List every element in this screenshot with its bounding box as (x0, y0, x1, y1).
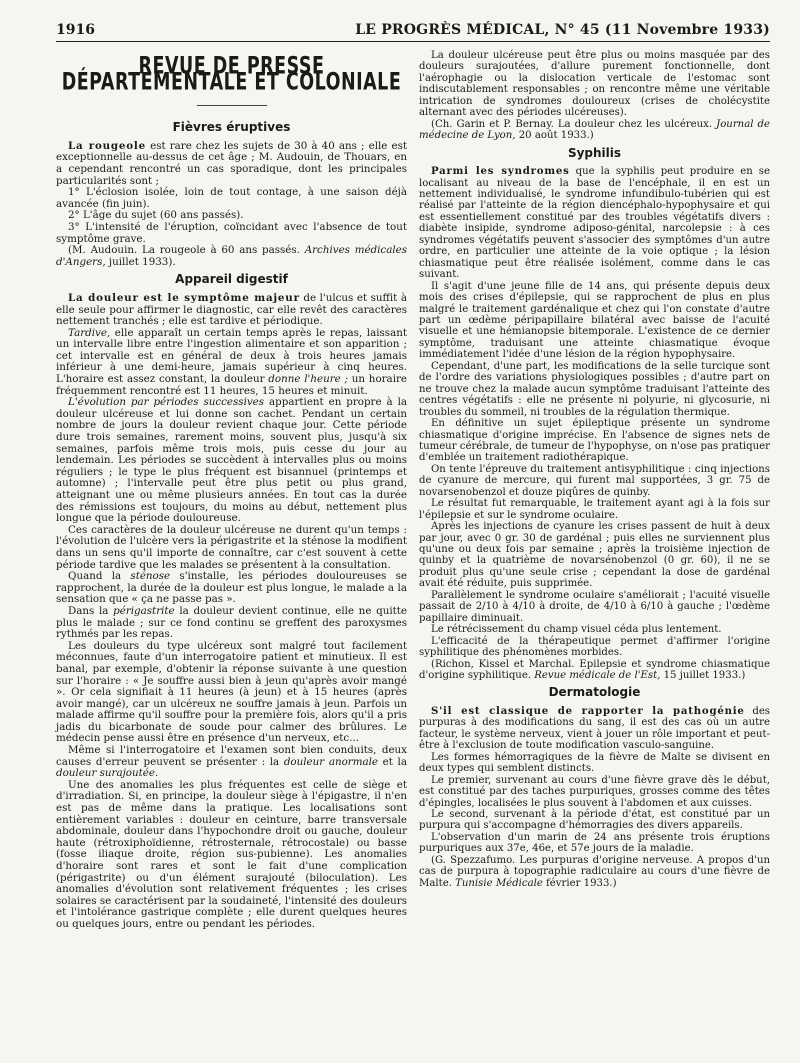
paragraph (56, 571, 407, 606)
emphasis: Tardive, (68, 326, 111, 339)
paragraph: L'efficacité de la thérapeutique permet d'affirmer l'origine syphilitique des phénomènes morbides. (419, 635, 770, 659)
paragraph (56, 328, 407, 398)
paragraph: Une des anomalies les plus fréquentes est celle de siège et d'irradiation. Si, en principe, la douleur siège à l'épigastre, il n'en est pas de même dans la pratique. Les localisations sont entièrement variables : douleur en ceinture, barre transversale abdominale, douleur dans l'hypochondre droit ou gauche, douleur haute (rétroxiphoïdienne, rétrosternale, rétrocostale) ou basse (fosse iliaque droite, région sus-pubienne). Les anomalies d'horaire sont rares et sont le fait d'une complication (périgastrite) ou d'un élément surajouté (biloculation). Les anomalies d'évolution sont relativement fréquentes ; les crises solaires se caractérisent par la soudaineté, l'intensité des douleurs et l'intolérance gastrique complète ; elle durent quelques heures ou quelques jours, entre ou pendant les périodes. (56, 778, 407, 930)
paragraph: Le second, survenant à la période d'état, est constitué par un purpura qui s'accompagne d'hémorragies des divers appareils. (419, 809, 770, 832)
heading-syphilis: Syphilis (567, 145, 622, 160)
lead-text: La rougeole (68, 139, 146, 152)
text: (Richon, Kissel et Marchal. Epilepsie et syndrome chiasmatique d'origine syphilitique. (419, 658, 770, 682)
paragraph: On tente l'épreuve du traitement antisyphilitique : cinq injections de cyanure de mercure, qui furent mal supportées, 3 gr. 75 de novarsenobenzol et douze piqûres de quinby. (419, 463, 770, 498)
text: 20 août 1933.) (515, 130, 594, 142)
reference (419, 659, 770, 682)
text: février 1933.) (542, 877, 617, 889)
paragraph: Ces caractères de la douleur ulcéreuse ne durent qu'un temps : l'évolution de l'ulcère vers la périgastrite et la sténose la modifient dans un sens qu'il importe de connaître, car c'est souvent à cette période tardive que les malades se présentent à la consultation. (56, 523, 407, 571)
journal-name: Archives médicales d'Angers, (56, 244, 408, 268)
heading-fievres: Fièvres éruptives (172, 120, 291, 135)
lead-text: S'il est classique de rapporter la pathogénie (431, 704, 745, 717)
text: (Ch. Garin et P. Bernay. La douleur chez les ulcéreux. (431, 118, 717, 130)
paragraph: Les formes hémorragiques de la fièvre de Malte se divisent en deux types qui semblent distincts. (419, 751, 770, 775)
paragraph: Parallèlement le syndrome oculaire s'améliorait ; l'acuité visuelle passait de 2/10 à 4/10 à droite, de 4/10 à 6/10 à gauche ; l'œdème papillaire diminuait. (419, 589, 770, 624)
heading-digestif: Appareil digestif (175, 272, 288, 287)
paragraph (56, 397, 407, 525)
paragraph: 3° L'intensité de l'éruption, coïncidant avec l'absence de tout symptôme grave. (56, 220, 407, 245)
lead-text: Parmi les syndromes (431, 165, 570, 178)
text: est rare chez les sujets de 30 à 40 ans ; elle est exceptionnelle au-dessus de cet âge ; M. Audouin, de Thouars, en a cependant rencontré un cas sporadique, dont les principales particularités sont ; (56, 139, 407, 187)
emphasis: sténose (130, 570, 171, 583)
paragraph (56, 293, 407, 328)
journal-name: Journal de médecine de Lyon, (419, 118, 770, 142)
journal-name: Tunisie Médicale (455, 877, 543, 889)
text: juillet 1933). (105, 255, 176, 268)
paragraph (419, 166, 770, 281)
section-title: REVUE DE PRESSE DÉPARTEMENTALE ET COLONIALE (61, 53, 402, 96)
paragraph: Après les injections de cyanure les crises passent de huit à deux par jour, avec 0 gr. 30 de gardénal ; puis elles ne surviennent plus qu'une ou deux fois par semaine ; après la troisième injection de quinby et la quatrième de novarsénobenzol (0 gr. 60), il ne se produit plus qu'une seule crise ; cependant la dose de gardénal avait été réduite, puis supprimée. (419, 521, 770, 590)
paragraph: Le résultat fut remarquable, le traitement ayant agi à la fois sur l'épilepsie et sur le syndrome oculaire. (419, 498, 770, 521)
paragraph (56, 745, 407, 780)
text: 15 juillet 1933.) (660, 670, 746, 682)
emphasis: L'évolution par périodes successives (68, 396, 265, 409)
running-header (56, 22, 770, 42)
text: (G. Spezzafumo. Les purpuras d'origine nerveuse. A propos d'un cas de purpura à topographie radiculaire au cours d'une fièvre de Malte. (419, 854, 770, 889)
right-column (419, 50, 770, 931)
paragraph: 1° L'éclosion isolée, loin de tout contage, à une saison déjà avancée (fin juin). (56, 186, 407, 210)
reference (419, 119, 770, 142)
emphasis: périgastrite (113, 604, 175, 617)
text: Quand la (68, 570, 131, 583)
text: des purpuras à des modifications du sang, il est des cas où un autre facteur, le système nerveux, vient à jouer un rôle important et peut-être à l'exclusion de toute modification vasculo-sanguine. (419, 705, 771, 752)
emphasis: donne l'heure ; (268, 373, 348, 386)
text: que la syphilis peut produire en se localisant au niveau de la base de l'encéphale, il en est un nettement individualisé, le syndrome infundibulo-tubérien qui est réalisé par l'atteinte de la région diencéphalo-hypophysaire et qui est essentiellement constitué par des troubles végétatifs divers : diabète insipide, syndrome adiposo-génital, narcolepsie : à ces syndromes végétatifs peuvent s'associer des symptômes d'un autre ordre, en particulier une atteinte de la voie optique ; la lésion chiasmatique peut être réalisée isolément, comme dans le cas suivant. (419, 166, 770, 281)
paragraph (419, 706, 770, 752)
paragraph: En définitive un sujet épileptique présente un syndrome chiasmatique d'origine imprécise. En l'absence de signes nets de tumeur cérébrale, de tumeur de l'hypophyse, on n'ose pas pratiquer d'emblée un traitement radiothérapique. (419, 418, 770, 464)
paragraph: Le rétrécissement du champ visuel céda plus lentement. (431, 624, 722, 636)
text: (M. Audouin. La rougeole à 60 ans passés. (68, 244, 305, 257)
paragraph: Cependant, d'une part, les modifications de la selle turcique sont de l'ordre des variations physiologiques possibles ; d'autre part on ne trouve chez la malade aucun symptôme traduisant l'atteinte des centres végétatifs : elle ne présente ni polyurie, ni glycosurie, ni troubles du sommeil, ni troubles de la régulation thermique. (419, 360, 770, 418)
paragraph: La douleur ulcéreuse peut être plus ou moins masquée par des douleurs surajoutées, d'allure purement fonctionnelle, dont l'aérophagie ou la dislocation verticale de l'estomac sont indiscutablement responsables ; on rencontre même une véritable intrication de syndromes douloureux (crises de cholécystite alternant avec des périodes ulcéreuses). (419, 50, 770, 119)
text: de l'ulcus et suffit à elle seule pour affirmer le diagnostic, car elle revêt des caractères nettement tranchés ; elle est tardive et périodique. (56, 291, 407, 328)
paragraph: Le premier, survenant au cours d'une fièvre grave dès le début, est constitué par des taches purpuriques, grosses comme des têtes d'épingles, localisées le plus souvent à l'abdomen et aux cuisses. (419, 774, 770, 809)
paragraph: 2° L'âge du sujet (60 ans passés). (68, 209, 244, 222)
paragraph: Il s'agit d'une jeune fille de 14 ans, qui présente depuis deux mois des crises d'épilepsie, qui se rapprochent de plus en plus malgré le traitement gardénalique et chez qui l'on constate d'autre part un œdème péripapillaire bilatéral avec baisse de l'acuité visuelle et une hémianopsie bitemporale. L'existence de ce dernier symptôme, traduisant une atteinte chiasmatique évoque immédiatement l'idée d'une lésion de la région hypophysaire. (419, 280, 770, 361)
emphasis: douleur anormale (283, 755, 379, 768)
text: un horaire fréquemment rencontré est 11 heures, 15 heures et minuit. (56, 373, 408, 397)
paragraph (56, 141, 407, 187)
paragraph (56, 606, 407, 641)
text: appartient en propre à la douleur ulcéreuse et lui donne son cachet. Pendant un certain nombre de jours la douleur revient chaque jour. Cette période dure trois semaines, rarement moins, souvent plus, jusqu'à six semaines, parfois même trois mois, puis cesse du jour au lendemain. Les périodes se succèdent à intervalles plus ou moins réguliers ; le type le plus fréquent est bisannuel (printemps et automne) ; l'intervalle peut être plus petit ou plus grand, atteignant une ou même plusieurs années. En tout cas la durée des rémissions est toujours, du moins au début, nettement plus longue que la période douloureuse. (56, 396, 407, 525)
heading-dermatologie: Dermatologie (548, 685, 641, 700)
reference (419, 855, 770, 889)
text: Dans la (68, 604, 114, 617)
title-divider (197, 105, 267, 106)
left-column (56, 50, 407, 931)
reference (56, 245, 407, 268)
paragraph: Les douleurs du type ulcéreux sont malgré tout facilement méconnues, faute d'un interrogatoire patient et minutieux. Il est banal, par exemple, d'obtenir la réponse suivante à une question sur l'horaire : « Je souffre aussi bien à jeun qu'après avoir mangé ». Or cela signifiait à 11 heures (à jeun) et à 15 heures (après avoir mangé), car un ulcéreux ne souffre jamais à jeun. Parfois un malade affirme qu'il souffre pour la première fois, alors qu'il a pris jadis du bicarbonate de soude pour calmer des brûlures. Le médecin pense aussi être en présence d'un nerveux, etc... (56, 639, 407, 745)
paragraph: L'observation d'un marin de 24 ans présente trois éruptions purpuriques aux 37e, 46e, et 57e jours de la maladie. (419, 831, 770, 855)
text: elle apparaît un certain temps après le repas, laissant un intervalle libre entre l'ingestion alimentaire et son apparition ; cet intervalle est en général de deux à trois heures jamais inférieur à une demi-heure, jamais supérieur à cinq heures. L'horaire est assez constant, la douleur (56, 326, 407, 386)
text: et la (378, 755, 407, 768)
emphasis: douleur surajoutée. (56, 767, 159, 780)
journal-title: LE PROGRÈS MÉDICAL, N° 45 (11 Novembre 1933) (355, 22, 770, 38)
text: Même si l'interrogatoire et l'examen sont bien conduits, deux causes d'erreur peuvent se présenter : la (56, 744, 407, 768)
page-number: 1916 (56, 22, 95, 38)
text: la douleur devient continue, elle ne quitte plus le malade ; sur ce fond continu se greffent des paroxysmes rythmés par les repas. (56, 604, 407, 641)
journal-name: Revue médicale de l'Est, (534, 670, 661, 682)
lead-text: La douleur est le symptôme majeur (68, 291, 300, 304)
text: s'installe, les périodes douloureuses se rapprochent, la durée de la douleur est plus longue, le malade a la sensation que « ça ne passe pas ». (56, 570, 407, 606)
